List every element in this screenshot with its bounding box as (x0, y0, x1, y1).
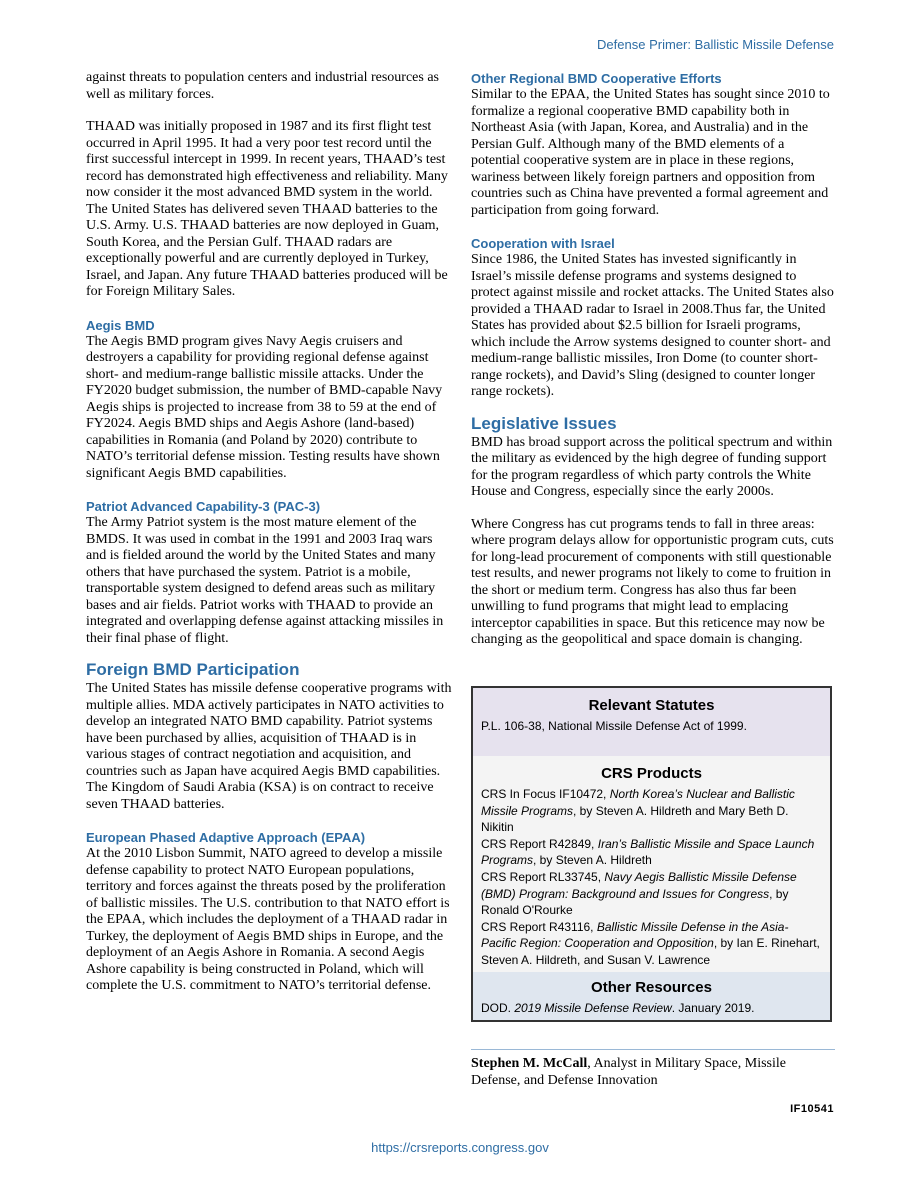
product-item-1 (481, 786, 822, 836)
paragraph-israel: Since 1986, the United States has invested significantly in Israel’s missile defense programs and systems designed to protect against missile and rocket attacks. The United States also provided a THAAD radar to Israel in 2008.Thus far, the United States has provided about $2.5 billion for Israeli programs, which include the Arrow systems designed to counter short- and medium-range ballistic missiles, Iron Dome (to counter short-range rockets), and David’s Sling (designed to counter longer range rockets). (471, 252, 834, 399)
product-ref: CRS In Focus IF10472, (481, 787, 610, 801)
heading-legislative: Legislative Issues (471, 413, 617, 433)
heading-israel: Cooperation with Israel (471, 236, 615, 251)
product-ref: CRS Report RL33745, (481, 869, 605, 884)
products-section (473, 756, 830, 972)
author-divider (471, 1049, 835, 1050)
paragraph-aegis: The Aegis BMD program gives Navy Aegis cruisers and destroyers a capability for providing regional defense against short- and medium-range ballistic missile attacks. Under the FY2020 budget submission, the number of BMD-capable Navy Aegis ships is projected to increase from 38 to 59 at the end of FY2024. Aegis BMD ships and Aegis Ashore (land-based) capabilities in Romania (and Poland by 2020) contribute to NATO’s territorial defense mission. Testing results have shown significant Aegis BMD capabilities. (86, 333, 443, 481)
paragraph-intro: against threats to population centers and industrial resources as well as military forces. (86, 70, 440, 102)
heading-regional: Other Regional BMD Cooperative Efforts (471, 71, 722, 86)
heading-epaa: European Phased Adaptive Approach (EPAA) (86, 830, 366, 845)
paragraph-foreign: The United States has missile defense cooperative programs with multiple allies. MDA actively participates in NATO activities to develop an integrated NATO BMD capability. Patriot systems have been purchased by allies, acquisition of THAAD is in various stages of contract negotiation and acquisition, and countries such as Japan have acquired Aegis BMD capabilities. The Kingdom of Saudi Arabia (KSA) is on contract to receive seven THAAD batteries. (86, 681, 452, 812)
product-item-4 (481, 919, 822, 969)
footer-url-link[interactable]: https://crsreports.congress.gov (371, 1140, 549, 1155)
product-authors: , by Steven A. Hildreth and Mary Beth D. Nikitin (481, 803, 789, 835)
heading-foreign-bmd: Foreign BMD Participation (86, 660, 300, 679)
resources-box (471, 686, 832, 1022)
paragraph-legislative-2: Where Congress has cut programs tends to fall in three areas: where program delays allow for opportunistic program cuts, cuts for long-lead procurement of components with still questionable test results, and newer programs not likely to come to fruition in the short or medium term. Congress has also thus far been unwilling to fund programs that might lead to emplacing interceptor capabilities in space. But this reticence may now be changing as the geopolitical and space domain is changing. (471, 516, 834, 647)
paragraph-legislative-1: BMD has broad support across the political spectrum and within the military as evidenced by the high degree of funding support for the program regardless of which party controls the White House and Congress, especially since the early 2000s. (471, 434, 833, 499)
statute-item: P.L. 106-38, National Missile Defense Act of 1999. (481, 719, 747, 733)
statutes-section (473, 688, 830, 756)
product-title: Ballistic Missile Defense in the Asia-Pacific Region: Cooperation and Opposition (481, 919, 789, 951)
heading-aegis-bmd: Aegis BMD (86, 317, 155, 333)
product-ref: CRS Report R42849, (481, 836, 598, 851)
resource-date: . January 2019. (671, 1001, 755, 1015)
right-column (471, 70, 835, 665)
resource-title: 2019 Missile Defense Review (514, 1001, 672, 1015)
product-authors: , by Steven A. Hildreth (533, 853, 652, 868)
paragraph-epaa: At the 2010 Lisbon Summit, NATO agreed to develop a missile defense capability to protect NATO European populations, territory and forces against the threats posed by the proliferation of ballistic missiles. The U.S. contribution to that NATO effort is the EPAA, which includes the deployment of a THAAD radar in Turkey, the deployment of Aegis BMD ships in Europe, and the deployment of an Aegis Ashore in Romania. A second Aegis Ashore capability is being constructed in Poland, which will complete the U.S. commitment to NATO’s territorial defense. (86, 846, 450, 993)
resource-source: DOD. (481, 1001, 515, 1015)
paragraph-thaad: THAAD was initially proposed in 1987 and its first flight test occurred in April 1995. It had a very poor test record until the first successful intercept in 1999. In recent years, THAAD’s test record has demonstrated high effectiveness and reliability. Many now consider it the most advanced BMD system in the world. The United States has delivered seven THAAD batteries to the U.S. Army. U.S. THAAD batteries are now deployed in Guam, South Korea, and the Persian Gulf. THAAD radars are exceptionally powerful and are currently deployed in Turkey, Israel, and Japan. Any future THAAD batteries produced will be for Foreign Military Sales. (86, 119, 448, 299)
resource-item (481, 1000, 822, 1017)
statutes-title: Relevant Statutes (588, 697, 715, 714)
paragraph-regional: Similar to the EPAA, the United States has sought since 2010 to formalize a regional cooperative BMD capability both in Northeast Asia (with Japan, Korea, and Australia) and in the Persian Gulf. Although many of the BMD elements of a potential cooperative system are in place in these regions, wariness between likely foreign partners and opposition from countries such as China have prevented a formal agreement and participation from going forward. (471, 87, 830, 218)
left-column (86, 70, 452, 1011)
product-title: Iran’s Ballistic Missile and Space Launch Programs (481, 836, 815, 868)
product-title: North Korea’s Nuclear and Ballistic Missile Programs (481, 787, 795, 818)
product-item-2 (481, 836, 822, 869)
document-id: IF10541 (790, 1103, 834, 1115)
author-role: , Analyst in Military Space, Missile Defense, and Defense Innovation (471, 1056, 786, 1088)
running-header: Defense Primer: Ballistic Missile Defense (597, 37, 834, 52)
product-ref: CRS Report R43116, (481, 919, 597, 934)
author-line (471, 1055, 835, 1089)
product-authors: , by Ian E. Rinehart, Steven A. Hildreth, and Susan V. Lawrence (481, 936, 820, 967)
product-title: Navy Aegis Ballistic Missile Defense (BMD) Program: Background and Issues for Congress (481, 869, 797, 901)
resources-section (473, 972, 830, 1020)
author-name: Stephen M. McCall (471, 1056, 588, 1071)
product-authors: , by Ronald O'Rourke (481, 886, 789, 918)
paragraph-pac3: The Army Patriot system is the most mature element of the BMDS. It was used in combat in the 1991 and 2003 Iraq wars and is fielded around the world by the United States and many others that have purchased the system. Patriot is a mobile, transportable system designed to defend areas such as military bases and air fields. Patriot works with THAAD to provide an integrated and overlapping defense against attacking missiles in their final phase of flight. (86, 515, 444, 646)
product-item-3 (481, 869, 822, 919)
resources-title: Other Resources (591, 979, 712, 996)
products-title: CRS Products (601, 765, 702, 782)
heading-pac3: Patriot Advanced Capability-3 (PAC-3) (86, 499, 321, 514)
